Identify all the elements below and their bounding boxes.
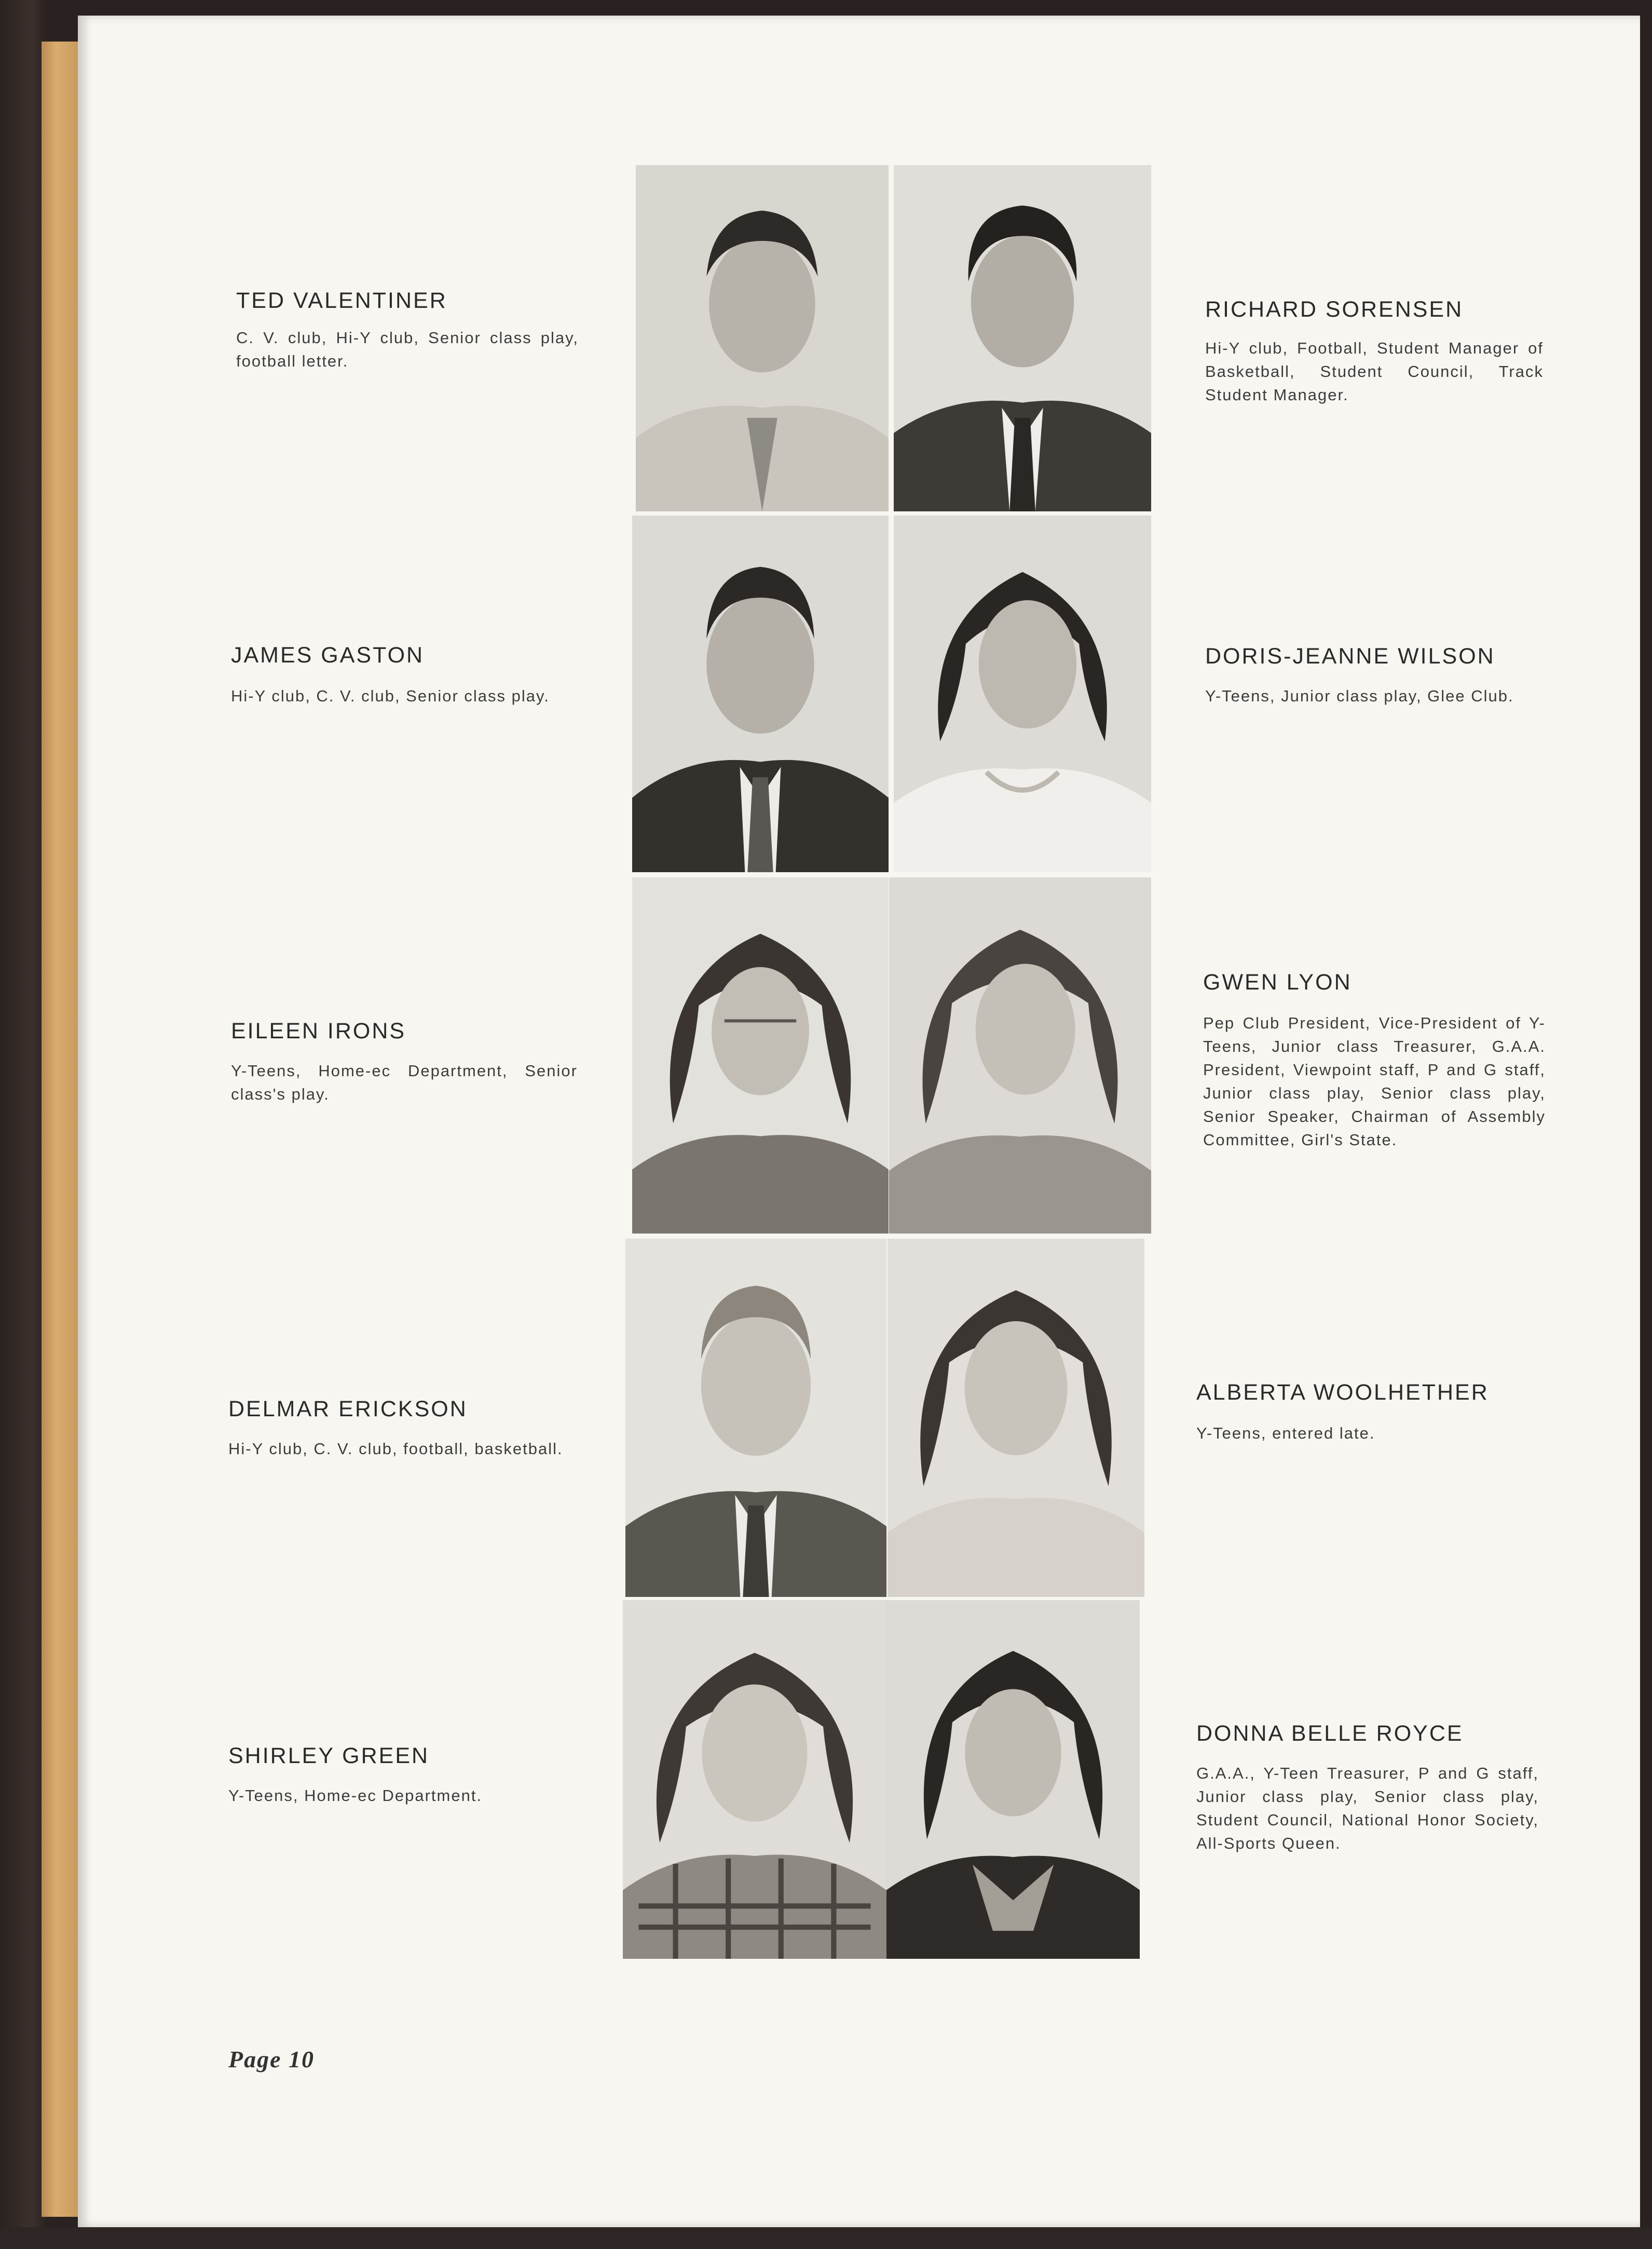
senior-portrait — [623, 1600, 886, 1959]
senior-activities: Hi-Y club, Football, Student Manager of Basketball, Student Council, Track Student Manager. — [1205, 339, 1544, 404]
senior-portrait — [889, 877, 1151, 1234]
page-edge — [42, 42, 78, 2217]
senior-name: ALBERTA WOOLHETHER — [1196, 1380, 1489, 1405]
senior-portrait — [894, 516, 1151, 872]
senior-name: DELMAR ERICKSON — [228, 1397, 468, 1421]
page-number: Page 10 — [228, 2046, 315, 2072]
senior-name: EILEEN IRONS — [231, 1019, 406, 1044]
senior-activities: Hi-Y club, C. V. club, Senior class play. — [231, 687, 550, 705]
senior-portrait — [636, 165, 889, 511]
senior-name: DONNA BELLE ROYCE — [1196, 1721, 1464, 1746]
senior-activities: Hi-Y club, C. V. club, football, basketball. — [228, 1440, 563, 1458]
senior-activities: Y-Teens, Junior class play, Glee Club. — [1205, 687, 1514, 705]
senior-name: TED VALENTINER — [236, 288, 447, 313]
senior-name: GWEN LYON — [1203, 970, 1352, 995]
senior-activities: Y-Teens, Home-ec Department. — [228, 1786, 483, 1805]
senior-portrait — [632, 877, 889, 1234]
senior-name: SHIRLEY GREEN — [228, 1743, 430, 1768]
senior-activities: G.A.A., Y-Teen Treasurer, P and G staff, Junior class play, Senior class play, Student Council, National Honor Society, All-Sports Queen. — [1196, 1764, 1539, 1852]
senior-portrait — [894, 165, 1151, 511]
senior-name: JAMES GASTON — [231, 643, 425, 668]
senior-portrait — [625, 1239, 886, 1597]
senior-activities: C. V. club, Hi-Y club, Senior class play, football letter. — [236, 329, 579, 370]
senior-activities: Pep Club President, Vice-President of Y-Teens, Junior class Treasurer, G.A.A. President, Viewpoint staff, P and G staff, Junior class play, Senior class play, Senior Speaker, Chairman of Assembly Committee, Girl's State. — [1203, 1014, 1546, 1149]
senior-portrait — [886, 1600, 1140, 1959]
senior-activities: Y-Teens, Home-ec Department, Senior class's play. — [231, 1062, 578, 1103]
senior-name: DORIS-JEANNE WILSON — [1205, 644, 1495, 669]
bottom-binding — [0, 2227, 1652, 2249]
senior-portrait — [632, 516, 889, 872]
senior-name: RICHARD SORENSEN — [1205, 297, 1464, 322]
senior-portrait — [888, 1239, 1144, 1597]
senior-activities: Y-Teens, entered late. — [1196, 1424, 1375, 1442]
